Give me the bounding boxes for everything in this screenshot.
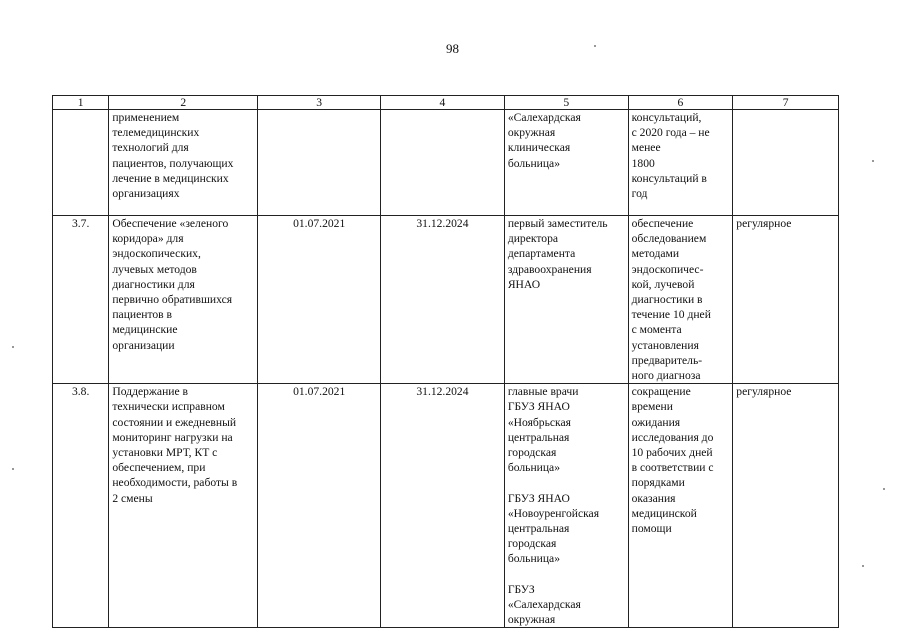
column-header: 2 <box>109 96 258 110</box>
responsible-cell: главные врачи ГБУЗ ЯНАО «Ноябрьская центральная городская больница» ГБУЗ ЯНАО «Новоуренгойская центральная городская больница» ГБУЗ «Салехардская окружная <box>504 384 628 628</box>
type-cell <box>733 110 839 216</box>
table-row <box>53 216 839 384</box>
end-date-cell: 31.12.2024 <box>381 216 505 384</box>
column-header: 3 <box>258 96 381 110</box>
start-date-cell: 01.07.2021 <box>258 384 381 628</box>
table-row <box>53 384 839 628</box>
scan-speck <box>12 468 14 470</box>
scan-speck <box>872 160 874 162</box>
result-cell: сокращение времени ожидания исследования до 10 рабочих дней в соответствии с порядками оказания медицинской помощи <box>628 384 733 628</box>
item-number <box>53 110 109 216</box>
start-date-cell: 01.07.2021 <box>258 216 381 384</box>
responsible-cell: «Салехардская окружная клиническая больница» <box>504 110 628 216</box>
column-header: 6 <box>628 96 733 110</box>
plan-table <box>52 95 839 628</box>
result-cell: консультаций, с 2020 года – не менее 1800 консультаций в год <box>628 110 733 216</box>
page-number: 98 <box>446 41 459 56</box>
column-header: 4 <box>381 96 505 110</box>
column-header: 7 <box>733 96 839 110</box>
responsible-cell: первый заместитель директора департамента здравоохранения ЯНАО <box>504 216 628 384</box>
column-header: 1 <box>53 96 109 110</box>
start-date-cell <box>258 110 381 216</box>
activity-cell: Поддержание в технически исправном состоянии и ежедневный мониторинг нагрузки на установки МРТ, КТ с обеспечением, при необходимости, работы в 2 смены <box>109 384 258 628</box>
table-row <box>53 110 839 216</box>
item-number: 3.7. <box>53 216 109 384</box>
table-header-row <box>53 96 839 110</box>
item-number: 3.8. <box>53 384 109 628</box>
end-date-cell <box>381 110 505 216</box>
type-cell: регулярное <box>733 216 839 384</box>
scan-speck <box>12 346 14 348</box>
result-cell: обеспечение обследованием методами эндоскопичес- кой, лучевой диагностики в течение 10 дней с момента установления предваритель- ного диагноза <box>628 216 733 384</box>
type-cell: регулярное <box>733 384 839 628</box>
scan-speck <box>594 45 596 47</box>
activity-cell: применением телемедицинских технологий для пациентов, получающих лечение в медицинских организациях <box>109 110 258 216</box>
scan-speck <box>862 565 864 567</box>
activity-cell: Обеспечение «зеленого коридора» для эндоскопических, лучевых методов диагностики для первично обратившихся пациентов в медицинские организации <box>109 216 258 384</box>
scan-speck <box>883 488 885 490</box>
column-header: 5 <box>504 96 628 110</box>
end-date-cell: 31.12.2024 <box>381 384 505 628</box>
